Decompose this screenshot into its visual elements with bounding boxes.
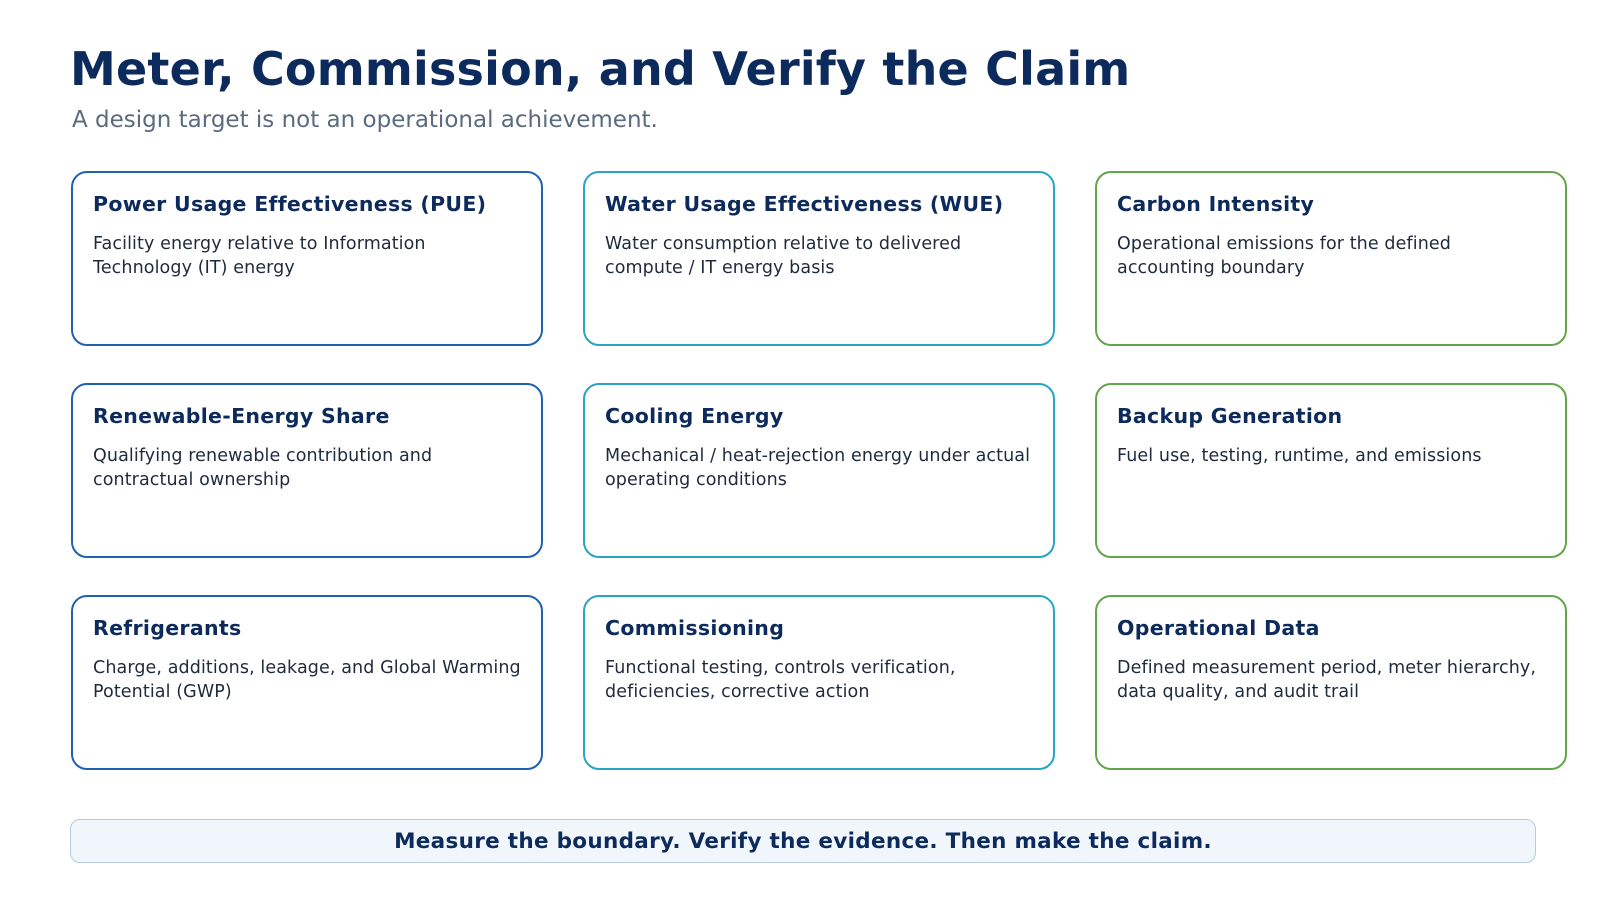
- card-cooling-energy: [583, 383, 1055, 558]
- card-backup-generation: [1095, 383, 1567, 558]
- card-title: Operational Data: [1117, 616, 1320, 640]
- takeaway-text: Measure the boundary. Verify the evidence. Then make the claim.: [394, 828, 1212, 854]
- card-description: Functional testing, controls verification, deficiencies, corrective action: [605, 658, 956, 702]
- card-title: Renewable-Energy Share: [93, 404, 390, 428]
- card-description: Mechanical / heat-rejection energy under actual operating conditions: [605, 446, 1031, 490]
- card-refrigerants: [71, 595, 543, 770]
- card-title: Commissioning: [605, 616, 785, 640]
- card-commissioning: [583, 595, 1055, 770]
- page-title: Meter, Commission, and Verify the Claim: [70, 42, 1131, 96]
- metrics-grid: [71, 171, 1568, 770]
- card-description: Water consumption relative to delivered compute / IT energy basis: [605, 234, 962, 278]
- card-title: Refrigerants: [93, 616, 242, 640]
- card-description: Fuel use, testing, runtime, and emissions: [1117, 446, 1482, 466]
- card-title: Carbon Intensity: [1117, 192, 1315, 216]
- card-title: Cooling Energy: [605, 404, 784, 428]
- card-operational-data: [1095, 595, 1567, 770]
- card-renewable-energy-share: [71, 383, 543, 558]
- page-subtitle: A design target is not an operational achievement.: [72, 107, 658, 133]
- card-description: Facility energy relative to Information Technology (IT) energy: [93, 234, 426, 278]
- card-description: Defined measurement period, meter hierarchy, data quality, and audit trail: [1117, 658, 1536, 702]
- card-pue: [71, 171, 543, 346]
- card-carbon-intensity: [1095, 171, 1567, 346]
- card-wue: [583, 171, 1055, 346]
- takeaway-banner: [70, 819, 1536, 863]
- card-title: Backup Generation: [1117, 404, 1343, 428]
- card-description: Qualifying renewable contribution and contractual ownership: [93, 446, 433, 490]
- card-title: Power Usage Effectiveness (PUE): [93, 192, 487, 216]
- card-description: Charge, additions, leakage, and Global Warming Potential (GWP): [93, 658, 521, 702]
- card-title: Water Usage Effectiveness (WUE): [605, 192, 1004, 216]
- card-description: Operational emissions for the defined accounting boundary: [1117, 234, 1451, 278]
